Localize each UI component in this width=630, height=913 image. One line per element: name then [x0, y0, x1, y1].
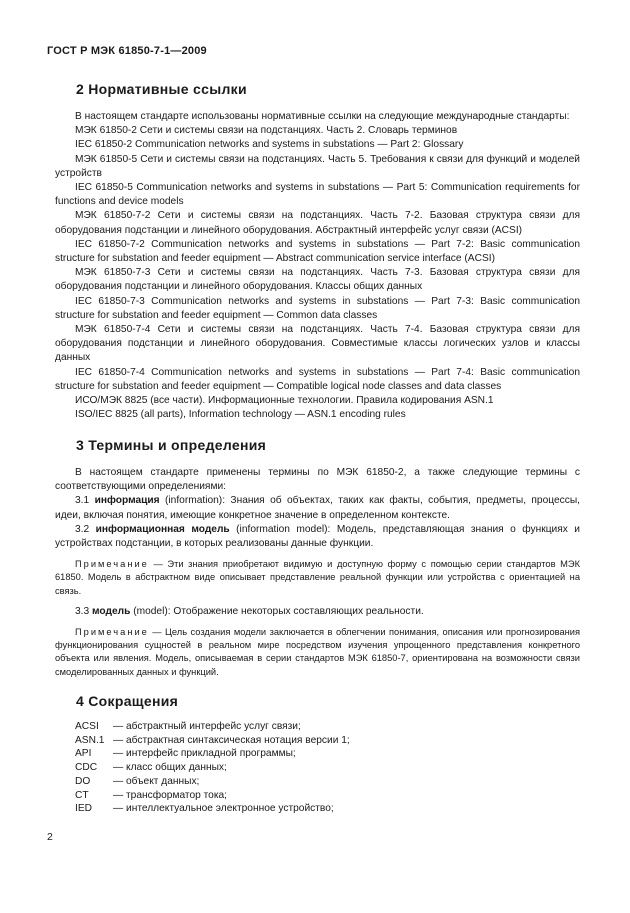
abbreviation: CT [75, 789, 89, 801]
section-4-title: 4 Сокращения [76, 693, 179, 709]
section-2-intro: В настоящем стандарте использованы нормативные ссылки на следующие международные стандарты: [75, 111, 570, 122]
abbreviation: IED [75, 803, 92, 815]
reference-item: ИСО/МЭК 8825 (все части). Информационные технологии. Правила кодирования ASN.1 [75, 395, 494, 407]
abbreviation: API [75, 748, 92, 760]
note-1 [55, 558, 580, 598]
abbreviation: ACSI [75, 721, 99, 732]
note-label: Примечание [75, 627, 149, 638]
reference-item: IEC 61850-7-3 Communication networks and systems in substations — Part 7-3: Basic communication structure for substation and feeder equipment — Common data classes [55, 295, 580, 321]
reference-item: МЭК 61850-7-4 Сети и системы связи на подстанциях. Часть 7-4. Базовая структура связи для оборудования подстанции и линейного оборудования. Совместимые классы логических узлов и классы данных [55, 324, 580, 364]
note-text: — Эти знания приобретают видимую и доступную форму с помощью серии стандартов МЭК 61850. Модель в абстрактном виде описывает представление реальной функции или устройства с ориентацией на связь. [55, 559, 580, 596]
reference-item: IEC 61850-7-4 Communication networks and systems in substations — Part 7-4: Basic communication structure for substation and feeder equipment — Compatible logical node classes and data classes [55, 366, 580, 392]
abbreviations-list [75, 720, 350, 816]
abbreviation-meaning: — абстрактная синтаксическая нотация версии 1; [113, 734, 350, 746]
abbreviation-meaning: — абстрактный интерфейс услуг связи; [113, 721, 301, 732]
section-2-title: 2 Нормативные ссылки [76, 81, 247, 97]
abbreviation-meaning: — интеллектуальное электронное устройство; [113, 803, 334, 815]
section-2-body [55, 110, 580, 422]
reference-item: IEC 61850-7-2 Communication networks and systems in substations — Part 7-2: Basic communication structure for substation and feeder equipment — Abstract communication service interface (ACSI) [55, 238, 580, 265]
term-definition: (information model): Модель, представляющая знания о функциях и устройствах подстанции, в которых реализованы данные функции. [55, 523, 580, 550]
term-name: информация [94, 495, 160, 507]
section-4-body [55, 720, 580, 816]
section-3-body [55, 466, 580, 679]
abbreviation-meaning: — класс общих данных; [113, 762, 227, 774]
term-name: модель [92, 605, 131, 617]
term-number: 3.1 [75, 495, 90, 507]
reference-item: IEC 61850-2 Communication networks and systems in substations — Part 2: Glossary [75, 139, 464, 151]
section-3-title: 3 Термины и определения [76, 437, 267, 453]
abbreviation-row [75, 720, 350, 734]
note-label: Примечание [75, 559, 149, 570]
note-text: — Цель создания модели заключается в облегчении понимания, описания или прогнозирования функционирования сущностей в реальном мире посредством изучения упрощенного представления конкретного объекта или явления. Модель, описываемая в серии стандартов МЭК 61850-7, ориентирована на возможности связи смоделированных данных и функций. [55, 627, 580, 677]
abbreviation-meaning: — трансформатор тока; [113, 789, 228, 801]
term-3-3 [55, 605, 580, 619]
reference-item: МЭК 61850-7-2 Сети и системы связи на подстанциях. Часть 7-2. Базовая структура связи для оборудования подстанции и линейного оборудования. Абстрактный интерфейс услуг связи (ACSI) [55, 210, 580, 236]
abbreviation-meaning: — объект данных; [113, 775, 200, 787]
abbreviation: CDC [75, 762, 98, 774]
term-number: 3.3 [75, 605, 90, 617]
term-definition: (model): Отображение некоторых составляющих реальности. [130, 605, 424, 617]
reference-item: IEC 61850-5 Communication networks and systems in substations — Part 5: Communication requirements for functions and device models [55, 182, 580, 208]
reference-item: МЭК 61850-2 Сети и системы связи на подстанциях. Часть 2. Словарь терминов [75, 125, 458, 137]
abbreviation-row [75, 747, 350, 761]
note-2 [55, 626, 580, 679]
abbreviation-row [75, 789, 350, 803]
reference-item: МЭК 61850-7-3 Сети и системы связи на подстанциях. Часть 7-3. Базовая структура связи для оборудования подстанции и линейного оборудования. Классы общих данных [55, 267, 580, 293]
term-definition: (information): Знания об объектах, таких как факты, события, предметы, процессы, идеи, включая понятия, имеющие конкретное значение в определенном контексте. [55, 495, 580, 521]
standard-header: ГОСТ Р МЭК 61850-7-1—2009 [47, 45, 207, 57]
abbreviation: ASN.1 [75, 734, 105, 746]
term-3-2 [55, 523, 580, 551]
abbreviation-row [75, 734, 350, 748]
page-number: 2 [47, 831, 53, 843]
term-number: 3.2 [75, 523, 90, 535]
reference-item: ISO/IEC 8825 (all parts), Information technology — ASN.1 encoding rules [75, 409, 406, 421]
term-name: информационная модель [95, 523, 230, 535]
abbreviation-row [75, 761, 350, 775]
abbreviation-row [75, 802, 350, 816]
term-3-1 [55, 494, 580, 522]
abbreviation-row [75, 775, 350, 789]
section-3-intro: В настоящем стандарте применены термины по МЭК 61850-2, а также следующие термины с соответствующими определениями: [55, 467, 580, 493]
reference-item: МЭК 61850-5 Сети и системы связи на подстанциях. Часть 5. Требования к связи для функций и моделей устройств [55, 153, 580, 179]
abbreviation: DO [75, 775, 91, 787]
abbreviation-meaning: — интерфейс прикладной программы; [113, 748, 296, 760]
